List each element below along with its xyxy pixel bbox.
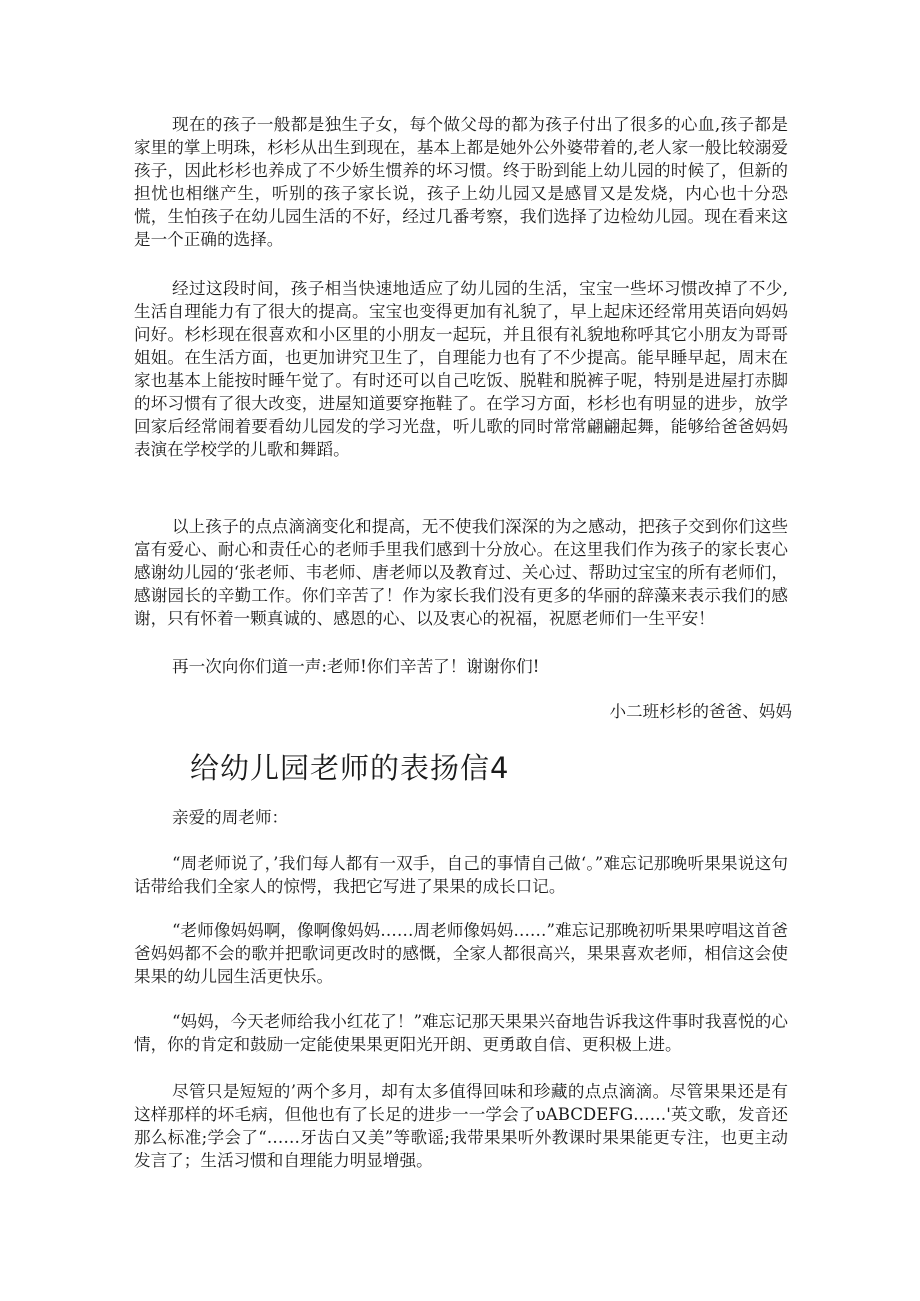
letter3-paragraph-3: 以上孩子的点点滴滴变化和提高，无不使我们深深的为之感动，把孩子交到你们这些富有爱心、耐心和责任心的老师手里我们感到十分放心。在这里我们作为孩子的家长衷心感谢幼儿园的‘张老师、韦老师、唐老师以及教育过、关心过、帮助过宝宝的所有老师们，感谢园长的辛勤工作。你们辛苦了！作为家长我们没有更多的华丽的辞藻来表示我们的感谢，只有怀着一颗真诚的、感恩的心、以及衷心的祝福，祝愿老师们一生平安！ — [134, 517, 788, 628]
letter4-paragraph-1: “周老师说了，’我们每人都有一双手，自己的事情自己做‘。”难忘记那晚听果果说这句话带给我们全家人的惊愕，我把它写进了果果的成长口记。 — [134, 854, 788, 896]
letter4-paragraph-2: “老师像妈妈啊，像啊像妈妈……周老师像妈妈……”难忘记那晚初听果果哼唱这首爸爸妈妈都不会的歌并把歌词更改时的感慨，全家人都很高兴，果果喜欢老师，相信这会使果果的幼儿园生活更快乐。 — [134, 921, 788, 986]
letter4-salutation: 亲爱的周老师： — [172, 808, 289, 827]
letter4-paragraph-3: “妈妈，今天老师给我小红花了！”难忘记那天果果兴奋地告诉我这件事时我喜悦的心情，你的肯定和鼓励一定能使果果更阳光开朗、更勇敢自信、更积极上进。 — [134, 1012, 788, 1054]
letter3-paragraph-1: 现在的孩子一般都是独生子女，每个做父母的都为孩子付出了很多的心血,孩子都是家里的掌上明珠，杉杉从出生到现在，基本上都是她外公外婆带着的,老人家一般比较溺爱孩子，因此杉杉也养成了不少娇生惯养的坏习惯。终于盼到能上幼儿园的时候了，但新的担忧也相继产生，听别的孩子家长说，孩子上幼儿园又是感冒又是发烧，内心也十分恐慌，生怕孩子在幼儿园生活的不好，经过几番考察，我们选择了边检幼儿园。现在看来这是一个正确的选择。 — [134, 115, 788, 249]
letter4-title: 给幼儿园老师的表扬信4 — [190, 751, 510, 785]
letter3-paragraph-2: 经过这段时间，孩子相当快速地适应了幼儿园的生活，宝宝一些坏习惯改掉了不少,生活自理能力有了很大的提高。宝宝也变得更加有礼貌了，早上起床还经常用英语向妈妈问好。杉杉现在很喜欢和小区里的小朋友一起玩，并且很有礼貌地称呼其它小朋友为哥哥姐姐。在生活方面，也更加讲究卫生了，自理能力也有了不少提高。能早睡早起，周末在家也基本上能按时睡午觉了。有时还可以自己吃饭、脱鞋和脱裤子呢，特别是进屋打赤脚的坏习惯有了很大改变，进屋知道要穿拖鞋了。在学习方面，杉杉也有明显的进步，放学回家后经常闹着要看幼儿园发的学习光盘，听儿歌的同时常常翩翩起舞，能够给爸爸妈妈表演在学校学的儿歌和舞蹈。 — [134, 279, 788, 459]
letter3-closing-line: 再一次向你们道一声:老师!你们辛苦了！谢谢你们! — [172, 657, 540, 676]
letter3-signature: 小二班杉杉的爸爸、妈妈 — [609, 702, 792, 721]
letter4-paragraph-4: 尽管只是短短的’两个多月，却有太多值得回味和珍藏的点点滴滴。尽管果果还是有这样那样的坏毛病，但他也有了长足的进步一一学会了υABCDEFG……'英文歌，发音还那么标准;学会了“……牙齿白又美”等歌谣;我带果果听外教课时果果能更专注，也更主动发言了；生活习惯和自理能力明显增强。 — [134, 1082, 788, 1170]
